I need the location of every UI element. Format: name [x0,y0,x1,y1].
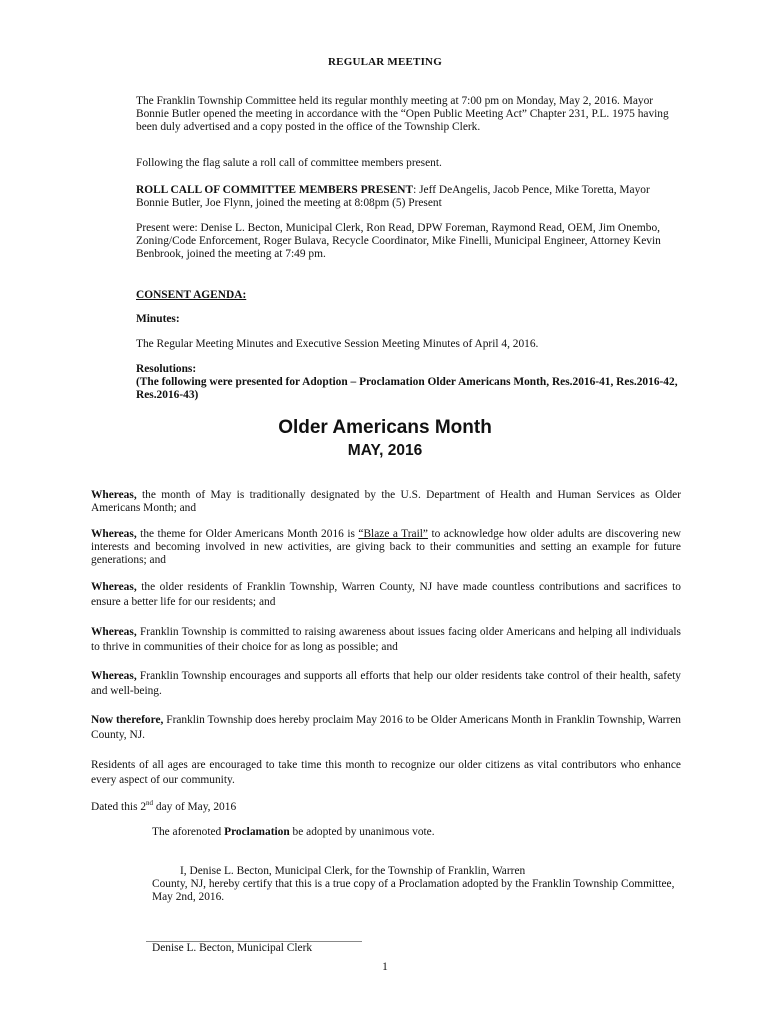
dated-line [91,801,681,814]
dated-text-a: Dated this 2 [91,801,147,813]
consent-agenda-heading: CONSENT AGENDA: [136,289,247,301]
whereas-3 [91,580,681,610]
page-number: 1 [382,961,388,973]
resolutions-heading: Resolutions: [136,363,197,375]
adopted-text-b: be adopted by unanimous vote. [289,826,435,838]
dated-sup: nd [146,799,154,808]
adopted-bold: Proclamation [224,826,290,838]
roll-call-text: : Jeff DeAngelis, Jacob Pence, Mike Toretta, Mayor Bonnie Butler, Joe Flynn, joined the meeting at 8:08pm (5) Present [136,184,650,210]
whereas-1-text: the month of May is traditionally designated by the U.S. Department of Health and Human Services as Older Americans Month; and [91,489,681,515]
adopted-text-a: The aforenoted [152,826,225,838]
whereas-1 [91,489,681,515]
whereas-4-text: Franklin Township is committed to raising awareness about issues facing older Americans and helping all individuals to thrive in communities of their choice for as long as possible; and [91,626,681,653]
present-paragraph: Present were: Denise L. Becton, Municipal Clerk, Ron Read, DPW Foreman, Raymond Read, OEM, Jim Onembo, Zoning/Code Enforcement, Roger Bulava, Recycle Coordinator, Mike Finelli, Municipal Engineer, Attorney Kevin Benbrook, joined the meeting at 7:49 pm. [136,222,661,261]
theme-text: “Blaze a Trail” [358,528,428,540]
now-therefore [91,713,681,743]
intro-paragraph: The Franklin Township Committee held its regular monthly meeting at 7:00 pm on Monday, May 2, 2016. Mayor Bonnie Butler opened the meeting in accordance with the “Open Public Meeting Act” Chapter 231, P.L. 1975 having been duly advertised and a copy posted in the office of the Township Clerk. [136,95,669,134]
whereas-label: Whereas, [91,528,137,540]
whereas-2-text-b: to acknowledge how older adults are discovering new interests and becoming involved in new activities, are giving back to their communities and setting an example for future generations; and [91,528,681,567]
whereas-label: Whereas, [91,670,137,682]
signature-name: Denise L. Becton, Municipal Clerk [152,942,313,954]
whereas-2-text-a: the theme for Older Americans Month 2016 is [136,528,359,540]
certify-line-1: I, Denise L. Becton, Municipal Clerk, for the Township of Franklin, Warren [180,865,526,877]
roll-call-paragraph [136,184,682,210]
residents-paragraph: Residents of all ages are encouraged to take time this month to recognize our older citizens as vital contributors who enhance every aspect of our community. [91,759,681,786]
whereas-5 [91,669,681,699]
now-therefore-label: Now therefore, [91,714,164,726]
certify-line-2: County, NJ, hereby certify that this is a true copy of a Proclamation adopted by the Franklin Township Committee, May 2nd, 2016. [152,878,675,904]
page-header: REGULAR MEETING [328,56,442,68]
minutes-text: The Regular Meeting Minutes and Executive Session Meeting Minutes of April 4, 2016. [136,338,539,350]
flag-salute-paragraph: Following the flag salute a roll call of committee members present. [136,157,442,169]
now-therefore-text: Franklin Township does hereby proclaim May 2016 to be Older Americans Month in Franklin Township, Warren County, NJ. [91,714,682,741]
proclamation-title: Older Americans Month [278,417,492,438]
proclamation-subtitle: MAY, 2016 [347,442,423,459]
roll-call-label: ROLL CALL OF COMMITTEE MEMBERS PRESENT [136,184,414,196]
dated-text-b: day of May, 2016 [153,801,237,813]
whereas-2 [91,528,681,568]
whereas-label: Whereas, [91,489,137,501]
resolutions-text: (The following were presented for Adoption – Proclamation Older Americans Month, Res.2016-41, Res.2016-42, Res.2016-43) [136,376,678,402]
whereas-3-text: the older residents of Franklin Township, Warren County, NJ have made countless contributions and sacrifices to ensure a better life for our residents; and [91,581,681,608]
whereas-5-text: Franklin Township encourages and supports all efforts that help our older residents take control of their health, safety and well-being. [91,670,681,697]
whereas-4 [91,625,681,655]
adopted-line [152,826,672,839]
whereas-label: Whereas, [91,581,137,593]
minutes-heading: Minutes: [136,313,180,325]
whereas-label: Whereas, [91,626,137,638]
